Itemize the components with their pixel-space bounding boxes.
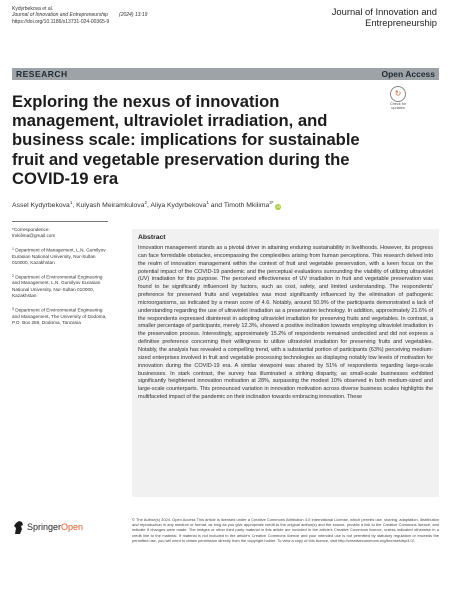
affiliation: $^2$ Department of Environmental Engineering and Management, L.N. Gumilyov Eurasian National University, Nur-Sultan 010000, Kazakhstan (12, 273, 103, 299)
springer-open-brand: SpringerOpen (27, 522, 84, 532)
correspondence (12, 227, 108, 240)
correspondence-email[interactable]: tmkilima@gmail.com (12, 233, 56, 239)
sidebar-divider (12, 221, 108, 222)
affiliation: $^3$ Department of Environmental Engineering and Management, The University of Dodoma, P.O. Box 259, Dodoma, Tanzania (12, 306, 107, 325)
affiliation: $^1$ Department of Management, L.N. Gumilyov Eurasian National University, Nur-Sultan 010000, Kazakhstan (12, 246, 106, 266)
author-name[interactable]: Aliya Kydyrbekova (150, 202, 207, 209)
abstract-heading: Abstract (138, 234, 166, 241)
author-affil: 1 (206, 200, 209, 205)
abstract-text: Innovation management stands as a pivotal driver in attaining enduring sustainability in livelihoods. However, its progress can face formidable obstacles, encompassing the complexities arising from human perceptions. This research delved into the realm of innovation management within the context of fruit and vegetable preservation, with a keen focus on the potential impact of the COVID-19 pandemic and the perceptual evaluations surrounding the viability of utilizing ultraviolet (UV) irradiation for this purpose. The perceived effectiveness of UV irradiation in fruit and vegetable preservation was found to be significantly influenced by factors, such as cost, safety, and limited understanding. The respondents' preference for preserved fruits and vegetables was most significantly influenced by the elimination of pathogenic microorganisms, as indicated by a mean score of 4.6. Notably, around 50.9% of the participants demonstrated a lack of understanding regarding the use of ultraviolet irradiation as a preservation technology. In addition, approximately 21.6% of the respondents expressed disinterest in adopting ultraviolet irradiation for preserving fruits and vegetables. In contrast, a smaller percentage of participants, merely 12.3%, showed a positive inclination towards employing ultraviolet irradiation in the preservation process. Interestingly, approximately 15.2% of respondents remained undecided and did not express a definitive preference concerning their willingness to utilize ultraviolet irradiation for preserving fruits and vegetables. Notably, the analysis has revealed a compelling trend, with a substantial portion of participants (63%) perceiving medium-sized enterprises involved in fruit and vegetable processing technologies as displaying notably low levels of motivation for innovation during the COVID-19 era. A similar viewpoint was shared by 51% of respondents regarding large-scale businesses. In stark contrast, the survey has illuminated a striking disparity, as small-scale businesses exhibited significantly heightened innovation motivation at 28%, surpassing the modest 10% observed in both medium-sized and large-scale counterparts. This pronounced variation in innovation motivation across diverse business scales highlights the multifaceted impact of the pandemic on their inclination towards embracing innovation. These (138, 245, 433, 401)
check-updates-line1: Check for (389, 102, 407, 106)
article-type: RESEARCH (16, 69, 68, 79)
affiliations-sidebar (12, 227, 108, 332)
open-access-label: Open Access (381, 69, 435, 79)
running-header (12, 6, 147, 25)
check-for-updates-badge[interactable] (386, 86, 410, 112)
author-affil: 2 (144, 200, 147, 205)
author-affil: 3* (269, 200, 274, 205)
correspondence-label: *Correspondence: (12, 227, 50, 232)
author-name[interactable]: Assel Kydyrbekova (12, 202, 70, 209)
license-text: © The Author(s) 2024. Open Access This article is licensed under a Creative Commons Attribution 4.0 International License, which permits use, sharing, adaptation, distribution and reproduction in any medium or format, as long as you give appropriate credit to the original author(s) and the source, provide a link to the Creative Commons licence, and indicate if changes were made. The images or other third party material in this article are included in the article's Creative Commons licence, unless indicated otherwise in a credit line to the material. If material is not included in the article's Creative Commons licence and your intended use is not permitted by statutory regulation or exceeds the permitted use, you will need to obtain permission directly from the copyright holder. To view a copy of this licence, visit http://creativecommons.org/licenses/by/4.0/. (132, 517, 439, 543)
authors-short: Kydyrbekova et al. (12, 6, 54, 12)
springer-open-logo[interactable] (12, 519, 112, 537)
springer-horse-icon (12, 520, 25, 535)
author-name[interactable]: Kulyash Meiramkulova (76, 202, 145, 209)
journal-ref: Journal of Innovation and Entrepreneurship (2024) 13:19 (12, 12, 148, 19)
abstract-box (132, 229, 439, 497)
author-name[interactable]: Timoth Mkilima (223, 202, 270, 209)
journal-name: Journal of Innovation and Entrepreneurship (331, 6, 437, 28)
refresh-icon: ↻ (390, 86, 406, 102)
article-type-banner (12, 68, 439, 80)
orcid-icon[interactable]: iD (276, 204, 281, 209)
author-list: Assel Kydyrbekova$^1$, Kulyash Meiramkulova$^2$, Aliya Kydyrbekova$^1$ and Timoth Mkilima$^{3*}$ iD (12, 200, 281, 209)
doi-link[interactable]: https://doi.org/10.1186/s13731-024-00365-9 (12, 18, 110, 25)
check-updates-line2: updates (391, 106, 405, 110)
article-title: Exploring the nexus of innovation management, ultraviolet irradiation, and business scale: implications for sustainable fruit and vegetable preservation during the COVID-19 era (12, 92, 360, 188)
author-affil: 1 (69, 200, 73, 205)
